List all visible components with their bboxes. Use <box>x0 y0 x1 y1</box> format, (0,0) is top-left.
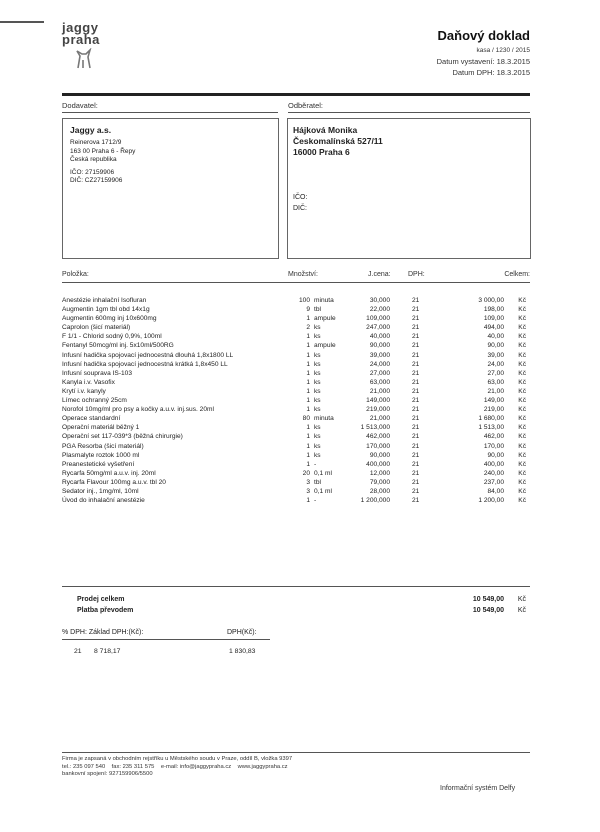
item-price: 109,000 <box>366 315 390 323</box>
item-qty: 1 <box>306 342 310 350</box>
item-currency: Kč <box>518 469 526 477</box>
item-qty: 1 <box>306 333 310 341</box>
item-vat: 21 <box>412 497 420 505</box>
item-total: 170,00 <box>483 442 504 450</box>
item-vat: 21 <box>412 487 420 495</box>
item-qty: 1 <box>306 315 310 323</box>
document-title: Daňový doklad <box>437 28 530 43</box>
item-total: 24,00 <box>487 360 504 368</box>
item-price: 24,000 <box>369 360 390 368</box>
item-qty: 1 <box>306 460 310 468</box>
supplier-label-rule <box>62 112 278 113</box>
item-price: 39,000 <box>369 351 390 359</box>
item-vat: 21 <box>412 360 420 368</box>
item-unit: 0,1 ml <box>314 487 332 495</box>
item-total: 90,00 <box>487 342 504 350</box>
item-total: 149,00 <box>483 397 504 405</box>
item-qty: 1 <box>306 360 310 368</box>
item-vat: 21 <box>412 297 420 304</box>
item-unit: ks <box>314 397 321 405</box>
item-total: 1 200,00 <box>478 497 504 505</box>
item-vat: 21 <box>412 387 420 395</box>
item-price: 90,000 <box>369 342 390 350</box>
customer-address <box>293 125 383 158</box>
item-name: Plasmalyte roztok 1000 ml <box>62 451 140 459</box>
item-currency: Kč <box>518 378 526 386</box>
total-pay-label: Platba převodem <box>77 607 134 614</box>
item-currency: Kč <box>518 424 526 432</box>
item-price: 247,000 <box>366 324 390 332</box>
table-row <box>62 488 530 497</box>
item-total: 21,00 <box>487 387 504 395</box>
document-meta <box>437 45 530 78</box>
item-currency: Kč <box>518 397 526 405</box>
item-name: Fentanyl 50mcg/ml inj. 5x10ml/500RG <box>62 342 174 350</box>
table-row <box>62 306 530 315</box>
item-name: Norofol 10mg/ml pro psy a kočky a.u.v. inj.sus. 20ml <box>62 406 214 414</box>
item-total: 63,00 <box>487 378 504 386</box>
item-name: Infusní hadička spojovací jednocestná krátká 1,8x450 LL <box>62 360 228 368</box>
supplier-ico: IČO: 27159906 <box>70 168 115 176</box>
item-currency: Kč <box>518 497 526 505</box>
item-currency: Kč <box>518 451 526 459</box>
item-total: 237,00 <box>483 478 504 486</box>
tax-date: Datum DPH: 18.3.2015 <box>452 68 530 77</box>
items-table-body <box>62 297 530 506</box>
item-price: 21,000 <box>369 415 390 423</box>
item-unit: ks <box>314 433 321 441</box>
table-row <box>62 415 530 424</box>
vat-summary-header <box>62 629 257 636</box>
item-name: F 1/1 - Chlorid sodný 0,9%, 100ml <box>62 333 162 341</box>
item-name: Infusní souprava IS-103 <box>62 369 133 377</box>
item-qty: 1 <box>306 369 310 377</box>
footer-line: tel.: 235 097 540 fax: 235 311 575 e-mail: info@jaggypraha.cz www.jaggypraha.cz <box>62 763 288 770</box>
item-vat: 21 <box>412 378 420 386</box>
item-price: 90,000 <box>369 451 390 459</box>
item-unit: 0,1 ml <box>314 469 332 477</box>
table-row <box>62 333 530 342</box>
item-name: Operace standardní <box>62 415 121 423</box>
item-total: 1 680,00 <box>478 415 504 423</box>
item-price: 400,000 <box>366 460 390 468</box>
item-price: 28,000 <box>369 487 390 495</box>
table-row <box>62 388 530 397</box>
item-name: Límec ochranný 25cm <box>62 397 127 405</box>
item-vat: 21 <box>412 433 420 441</box>
item-price: 27,000 <box>369 369 390 377</box>
scan-artifact-line <box>0 21 44 23</box>
total-sale-currency: Kč <box>517 596 526 603</box>
item-qty: 100 <box>298 297 310 304</box>
col-total: Celkem: <box>504 271 530 278</box>
footer-line: bankovní spojení: 927159906/5500 <box>62 771 153 777</box>
item-unit: ks <box>314 442 321 450</box>
vat-base-header: Základ DPH:(Kč): <box>88 629 144 636</box>
item-qty: 20 <box>302 469 310 477</box>
table-row <box>62 397 530 406</box>
item-qty: 2 <box>306 324 310 332</box>
table-row <box>62 370 530 379</box>
item-currency: Kč <box>518 360 526 368</box>
table-row <box>62 443 530 452</box>
item-total: 198,00 <box>483 306 504 314</box>
item-unit: ks <box>314 451 321 459</box>
item-qty: 1 <box>306 387 310 395</box>
item-vat: 21 <box>412 333 420 341</box>
item-price: 63,000 <box>369 378 390 386</box>
item-price: 79,000 <box>369 478 390 486</box>
item-name: Operační materiál běžný 1 <box>62 424 140 432</box>
item-price: 22,000 <box>369 306 390 314</box>
customer-ico: IČO: <box>293 194 308 201</box>
item-qty: 1 <box>306 442 310 450</box>
customer-street: Českomalínská 527/11 <box>293 136 383 146</box>
totals-rule <box>62 586 530 587</box>
item-name: Caprolon (šicí materiál) <box>62 324 131 332</box>
supplier-line: Reinerova 1712/9 <box>70 139 122 146</box>
footer-company-info <box>62 756 292 779</box>
table-row <box>62 424 530 433</box>
item-unit: ks <box>314 406 321 414</box>
item-total: 109,00 <box>483 315 504 323</box>
item-qty: 3 <box>306 487 310 495</box>
vat-amount: 1 830,83 <box>229 648 256 655</box>
item-vat: 21 <box>412 406 420 414</box>
table-row <box>62 352 530 361</box>
item-price: 40,000 <box>369 333 390 341</box>
item-name: Úvod do inhalační anestézie <box>62 497 145 505</box>
item-vat: 21 <box>412 451 420 459</box>
item-total: 40,00 <box>487 333 504 341</box>
item-name: Krytí i.v. kanyly <box>62 387 106 395</box>
item-currency: Kč <box>518 324 526 332</box>
item-total: 494,00 <box>483 324 504 332</box>
item-currency: Kč <box>518 433 526 441</box>
item-price: 170,000 <box>366 442 390 450</box>
dog-logo-icon <box>74 48 94 70</box>
item-price: 21,000 <box>369 387 390 395</box>
item-vat: 21 <box>412 442 420 450</box>
issue-date: Datum vystavení: 18.3.2015 <box>436 57 530 66</box>
item-vat: 21 <box>412 306 420 314</box>
item-name: Preanestetické vyšetření <box>62 460 135 468</box>
table-row <box>62 315 530 324</box>
table-row <box>62 461 530 470</box>
item-vat: 21 <box>412 478 420 486</box>
vat-base: 8 718,17 <box>94 648 121 655</box>
item-vat: 21 <box>412 351 420 359</box>
table-row <box>62 452 530 461</box>
table-row <box>62 342 530 351</box>
logo-word-2: praha <box>62 32 100 47</box>
table-row <box>62 497 530 506</box>
item-unit: - <box>314 460 317 468</box>
item-vat: 21 <box>412 342 420 350</box>
item-unit: tbl <box>314 306 321 314</box>
item-vat: 21 <box>412 324 420 332</box>
supplier-line: 163 00 Praha 6 - Řepy <box>70 147 136 155</box>
item-qty: 1 <box>306 406 310 414</box>
item-qty: 1 <box>306 451 310 459</box>
supplier-name: Jaggy a.s. <box>70 125 112 135</box>
item-name: Rycarfa 50mg/ml a.u.v. inj. 20ml <box>62 469 156 477</box>
table-row <box>62 406 530 415</box>
item-unit: ks <box>314 333 321 341</box>
logo-word-1: jaggy <box>62 20 99 35</box>
item-vat: 21 <box>412 415 420 423</box>
item-qty: 1 <box>306 424 310 432</box>
item-name: Sedator inj., 1mg/ml, 10ml <box>62 487 139 495</box>
item-price: 1 513,000 <box>360 424 390 432</box>
item-qty: 9 <box>306 306 310 314</box>
item-unit: tbl <box>314 478 321 486</box>
table-row <box>62 479 530 488</box>
item-unit: ks <box>314 378 321 386</box>
item-currency: Kč <box>518 460 526 468</box>
item-name: Augmentin 1gm tbl obd 14x1g <box>62 306 150 314</box>
item-price: 462,000 <box>366 433 390 441</box>
col-price: J.cena: <box>368 271 391 278</box>
table-row <box>62 297 530 306</box>
item-unit: ampule <box>314 315 336 323</box>
company-logo <box>62 22 122 70</box>
item-currency: Kč <box>518 306 526 314</box>
table-header-rule <box>62 282 530 283</box>
item-currency: Kč <box>518 315 526 323</box>
item-vat: 21 <box>412 369 420 377</box>
item-qty: 1 <box>306 378 310 386</box>
item-price: 219,000 <box>366 406 390 414</box>
supplier-address <box>70 139 135 186</box>
item-vat: 21 <box>412 460 420 468</box>
customer-label-rule <box>288 112 530 113</box>
total-pay-value: 10 549,00 <box>472 607 504 614</box>
header-divider <box>62 93 530 96</box>
item-qty: 1 <box>306 351 310 359</box>
item-unit: ks <box>314 369 321 377</box>
vat-rate: 21 <box>74 648 82 655</box>
item-unit: minuta <box>314 297 334 304</box>
total-sale-value: 10 549,00 <box>472 596 504 603</box>
table-row <box>62 361 530 370</box>
customer-label: Odběratel: <box>288 101 324 110</box>
footer-line: Firma je zapsaná v obchodním rejstříku u Městského soudu v Praze, oddíl B, vložka 9397 <box>62 756 293 762</box>
item-currency: Kč <box>518 406 526 414</box>
col-vat: DPH: <box>408 271 425 278</box>
customer-ids <box>293 192 307 214</box>
item-currency: Kč <box>518 487 526 495</box>
vat-summary-rule <box>62 639 270 640</box>
customer-city: 16000 Praha 6 <box>293 147 350 157</box>
item-unit: ks <box>314 424 321 432</box>
item-currency: Kč <box>518 478 526 486</box>
item-total: 462,00 <box>483 433 504 441</box>
item-price: 1 200,000 <box>360 497 390 505</box>
item-qty: 3 <box>306 478 310 486</box>
supplier-line: Česká republika <box>70 156 117 163</box>
item-total: 27,00 <box>487 369 504 377</box>
item-total: 84,00 <box>487 487 504 495</box>
footer-rule <box>62 752 530 753</box>
total-pay-currency: Kč <box>517 607 526 614</box>
item-unit: ks <box>314 351 321 359</box>
item-currency: Kč <box>518 387 526 395</box>
item-price: 12,000 <box>369 469 390 477</box>
customer-name: Hájková Monika <box>293 125 358 135</box>
item-unit: ampule <box>314 342 336 350</box>
table-row <box>62 324 530 333</box>
item-qty: 80 <box>302 415 310 423</box>
item-name: Anestézie inhalační Isofluran <box>62 297 147 304</box>
supplier-label: Dodavatel: <box>62 101 98 110</box>
customer-dic: DIČ: <box>293 205 307 212</box>
item-vat: 21 <box>412 315 420 323</box>
item-name: PGA Resorba (šicí materiál) <box>62 442 144 450</box>
table-row <box>62 470 530 479</box>
item-qty: 1 <box>306 397 310 405</box>
item-currency: Kč <box>518 415 526 423</box>
item-total: 39,00 <box>487 351 504 359</box>
item-unit: ks <box>314 324 321 332</box>
item-unit: ks <box>314 387 321 395</box>
item-currency: Kč <box>518 297 526 304</box>
item-currency: Kč <box>518 351 526 359</box>
item-unit: - <box>314 497 317 505</box>
col-item: Položka: <box>62 271 89 278</box>
item-vat: 21 <box>412 469 420 477</box>
item-total: 90,00 <box>487 451 504 459</box>
item-total: 219,00 <box>483 406 504 414</box>
vat-rate-header: % DPH: <box>62 629 87 636</box>
supplier-dic: DIČ: CZ27159906 <box>70 177 123 184</box>
item-unit: minuta <box>314 415 334 423</box>
item-currency: Kč <box>518 333 526 341</box>
item-qty: 1 <box>306 433 310 441</box>
vat-amount-header: DPH(Kč): <box>227 629 257 636</box>
col-qty: Množství: <box>288 271 318 278</box>
item-total: 1 513,00 <box>478 424 504 432</box>
item-vat: 21 <box>412 397 420 405</box>
item-total: 3 000,00 <box>478 297 504 304</box>
item-price: 149,000 <box>366 397 390 405</box>
document-number: kasa / 1230 / 2015 <box>476 47 530 54</box>
item-total: 240,00 <box>483 469 504 477</box>
system-name: Informační systém Delfy <box>440 785 516 792</box>
table-row <box>62 379 530 388</box>
item-total: 400,00 <box>483 460 504 468</box>
item-price: 30,000 <box>369 297 390 304</box>
item-name: Infusní hadička spojovací jednocestná dlouhá 1,8x1800 LL <box>62 351 234 359</box>
item-name: Rycarfa Flavour 100mg a.u.v. tbl 20 <box>62 478 166 486</box>
total-sale-label: Prodej celkem <box>77 596 125 603</box>
item-name: Operační set 117-039*3 (běžná chirurgie) <box>62 433 183 441</box>
table-row <box>62 433 530 442</box>
item-name: Kanyla i.v. Vasofix <box>62 378 115 386</box>
item-currency: Kč <box>518 369 526 377</box>
item-name: Augmentin 600mg inj 10x600mg <box>62 315 157 323</box>
item-unit: ks <box>314 360 321 368</box>
item-vat: 21 <box>412 424 420 432</box>
item-qty: 1 <box>306 497 310 505</box>
item-currency: Kč <box>518 442 526 450</box>
item-currency: Kč <box>518 342 526 350</box>
